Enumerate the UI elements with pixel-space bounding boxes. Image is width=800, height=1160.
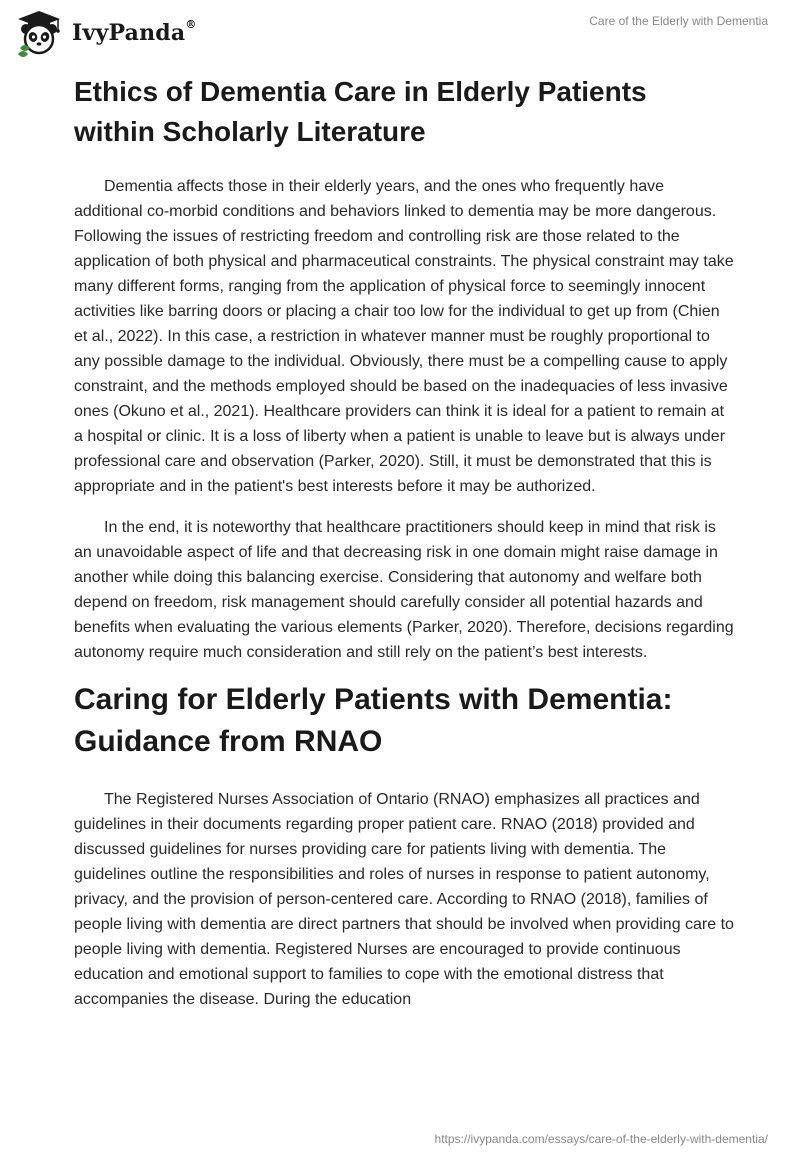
paragraph: Dementia affects those in their elderly years, and the ones who frequently have additional co-morbid conditions and behaviors linked to dementia may be more dangerous. Following the issues of restricting freedom and controlling risk are those related to the application of both physical and pharmaceutical constraints. The physical constraint may take many different forms, ranging from the application of physical force to seemingly innocent activities like barring doors or placing a chair too low for the individual to get up from (Chien et al., 2022). In this case, a restriction in whatever manner must be roughly proportional to any possible damage to the individual. Obviously, there must be a compelling cause to apply constraint, and the methods employed should be based on the inadequacies of less invasive ones (Okuno et al., 2021). Healthcare providers can think it is ideal for a patient to remain at a hospital or clinic. It is a loss of liberty when a patient is unable to leave but is always under professional care and observation (Parker, 2020). Still, it must be demonstrated that this is appropriate and in the patient's best interests before it may be authorized. [74,178,734,495]
brand-logo[interactable] [14,8,197,58]
page-header [0,0,800,62]
brand-name: IvyPanda® [72,18,197,46]
document-title: Care of the Elderly with Dementia [589,14,768,28]
section-heading: Caring for Elderly Patients with Dementia: Guidance from RNAO [74,683,673,758]
panda-graduate-icon [14,8,64,58]
section-heading: Ethics of Dementia Care in Elderly Patients within Scholarly Literature [74,76,647,147]
paragraph: The Registered Nurses Association of Ontario (RNAO) emphasizes all practices and guidelines in their documents regarding proper patient care. RNAO (2018) provided and discussed guidelines for nurses providing care for patients living with dementia. The guidelines outline the responsibilities and roles of nurses in response to patient autonomy, privacy, and the provision of person-centered care. According to RNAO (2018), families of people living with dementia are direct partners that should be involved when providing care to people living with dementia. Registered Nurses are encouraged to provide continuous education and emotional support to families to cope with the emotional distress that accompanies the disease. During the education [74,791,734,1008]
paragraph: In the end, it is noteworthy that healthcare practitioners should keep in mind that risk is an unavoidable aspect of life and that decreasing risk in one domain might raise damage in another while doing this balancing exercise. Considering that autonomy and welfare both depend on freedom, risk management should carefully consider all potential hazards and benefits when evaluating the various elements (Parker, 2020). Therefore, decisions regarding autonomy require much consideration and still rely on the patient’s best interests. [74,519,734,661]
source-url[interactable]: https://ivypanda.com/essays/care-of-the-elderly-with-dementia/ [434,1132,768,1146]
essay-content [74,72,734,1012]
registered-mark: ® [185,18,197,31]
